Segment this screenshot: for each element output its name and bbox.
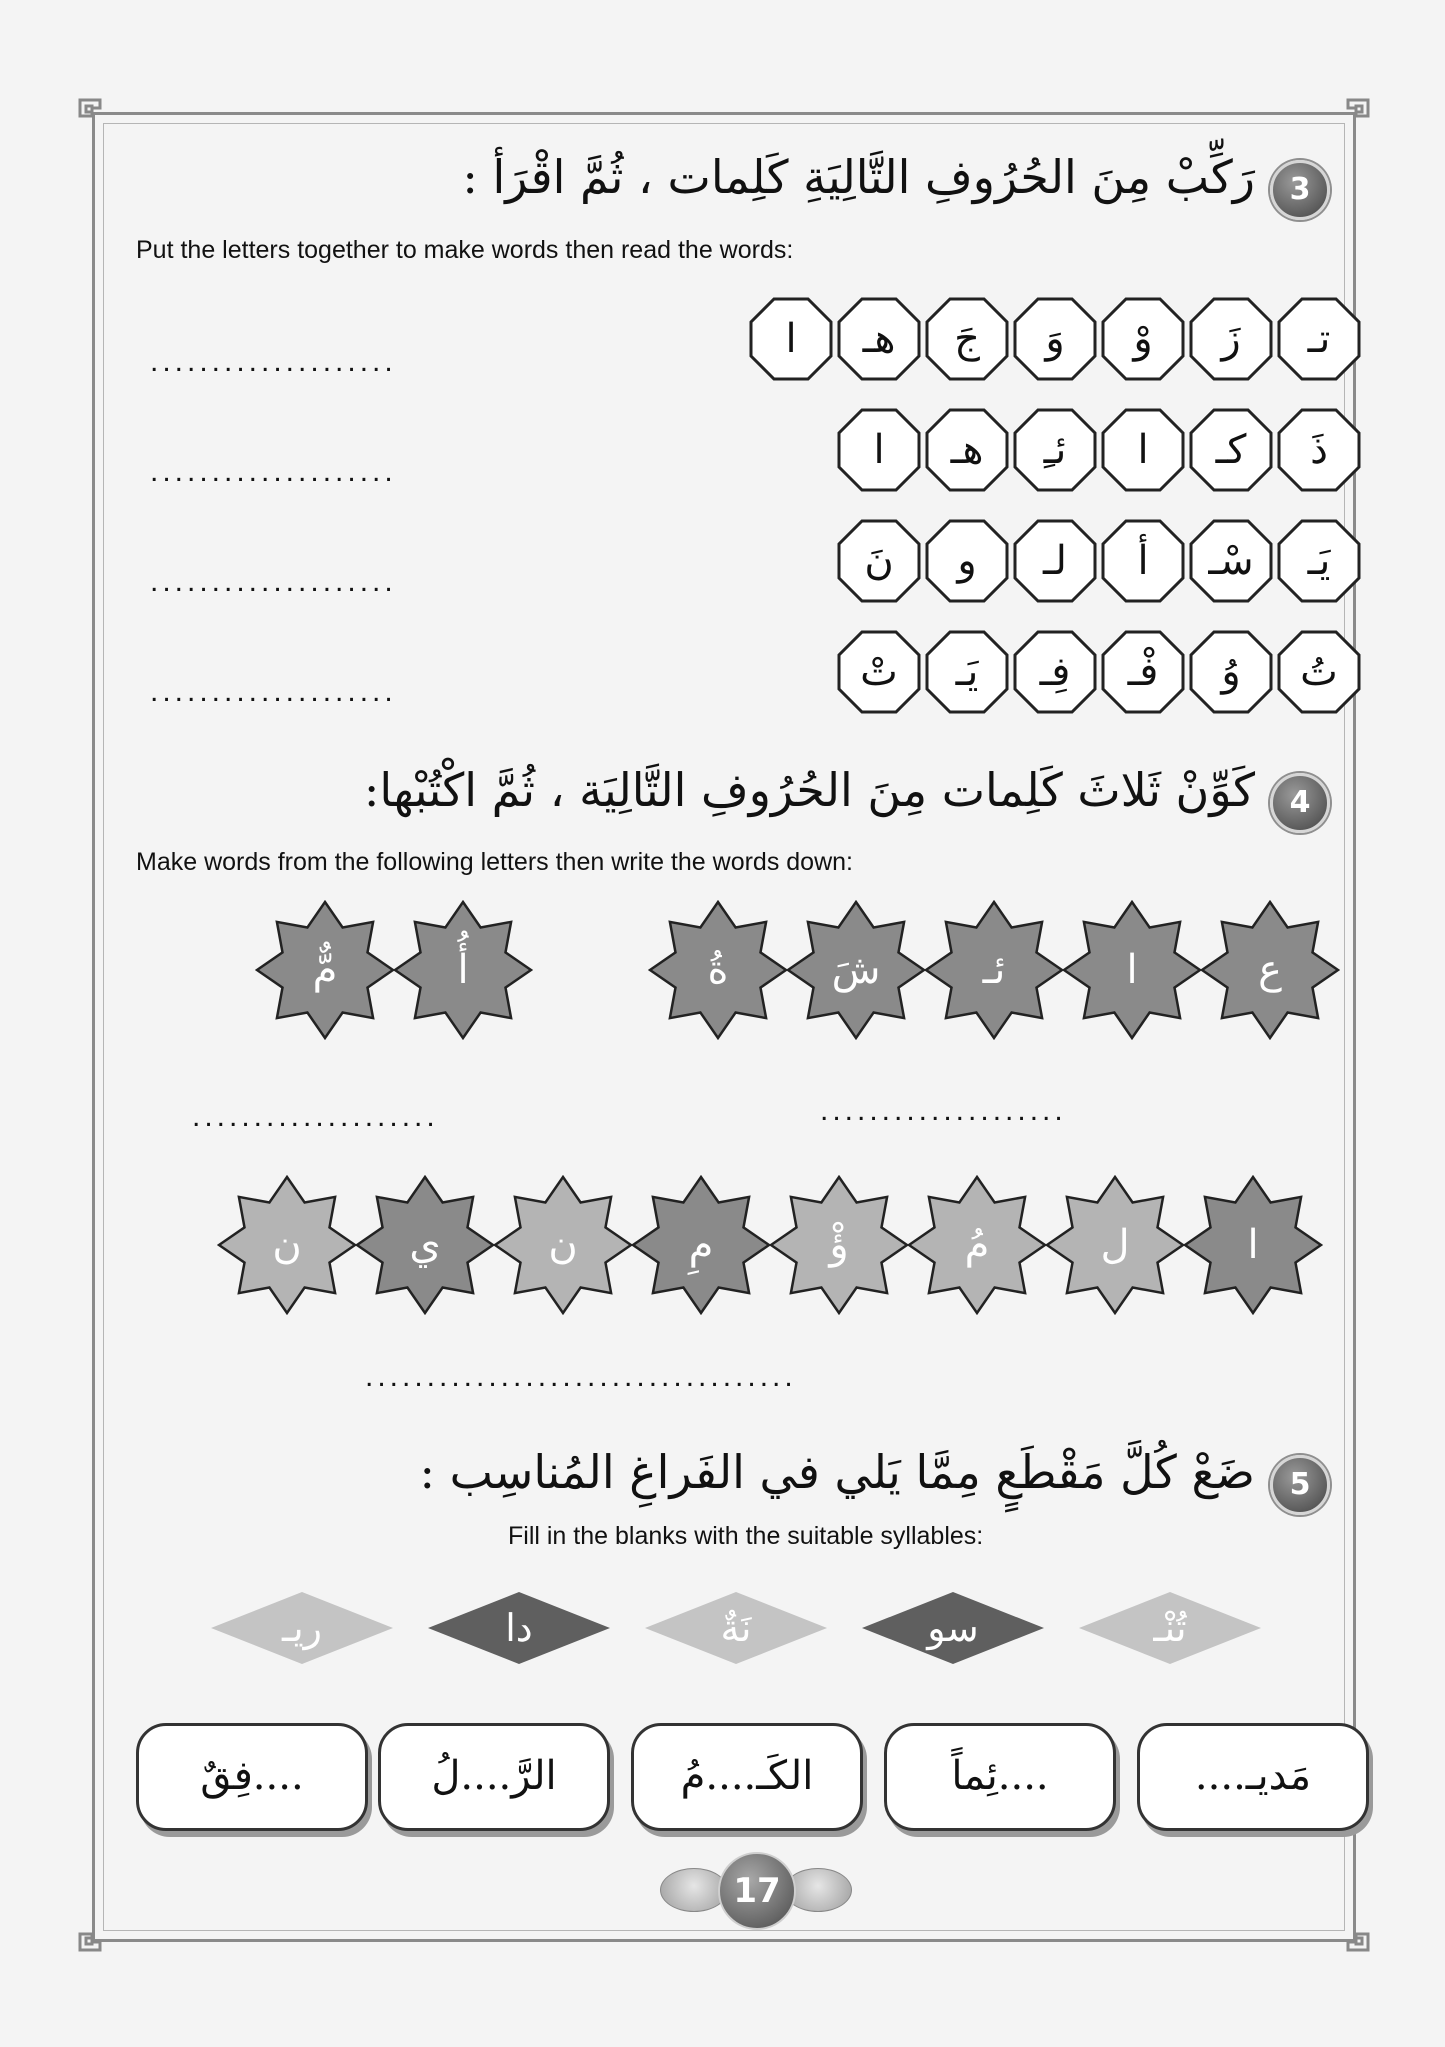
letter-tile: [1277, 408, 1361, 492]
star-letter-tile: [255, 900, 395, 1040]
letter-row: [837, 519, 1361, 603]
star-letter-tile: [907, 1175, 1047, 1315]
letter-tile-text: زَ: [1221, 316, 1241, 362]
letter-tile-text: هـ: [950, 427, 984, 473]
letter-tile-text: تُ: [1300, 649, 1338, 695]
letter-tile: [837, 630, 921, 714]
letter-tile: [1189, 297, 1273, 381]
letter-row: [749, 297, 1361, 381]
star-letter-tile: [769, 1175, 909, 1315]
star-letter-text: مُ: [964, 1222, 990, 1268]
letter-tile-text: تْ: [860, 649, 898, 695]
star-letter-text: مِ: [688, 1222, 714, 1268]
letter-tile-text: ا: [785, 316, 797, 362]
fill-blank-word[interactable]: الكَـ....مُ: [631, 1723, 863, 1831]
letter-tile-text: وُ: [1221, 649, 1241, 695]
letter-tile-text: ذَ: [1310, 427, 1328, 473]
corner-ornament-icon: [1332, 1914, 1372, 1954]
letter-row: [837, 630, 1361, 714]
letter-tile: [837, 408, 921, 492]
letter-tile: [1189, 408, 1273, 492]
letter-tile: [1013, 408, 1097, 492]
star-letter-tile: [631, 1175, 771, 1315]
letter-row: [837, 408, 1361, 492]
syllable-diamond[interactable]: [209, 1590, 395, 1666]
letter-tile-text: ا: [873, 427, 885, 473]
page-number-ornament: [660, 1852, 850, 1926]
letter-tile: [1013, 519, 1097, 603]
exercise-5-title: ضَعْ كُلَّ مَقْطَعٍ مِمَّا يَلي في الفَراغِ المُناسِب :: [419, 1445, 1255, 1499]
letter-tile-text: هـ: [862, 316, 896, 362]
syllable-diamond[interactable]: [643, 1590, 829, 1666]
letter-tile-text: سْـ: [1208, 538, 1254, 584]
star-letter-tile: [786, 900, 926, 1040]
letter-tile-text: وَ: [1045, 316, 1065, 362]
syllable-diamond[interactable]: [426, 1590, 612, 1666]
exercise-3-instruction: Put the letters together to make words then read the words:: [136, 236, 794, 264]
letter-tile-text: تـ: [1307, 316, 1331, 362]
star-letter-text: مٌّ: [312, 947, 338, 993]
star-letter-text: ئـ: [982, 947, 1006, 993]
fill-blank-word[interactable]: مَديـ....: [1137, 1723, 1369, 1831]
syllable-text: تُنْـ: [1153, 1606, 1187, 1650]
syllable-diamond[interactable]: [1077, 1590, 1263, 1666]
star-letter-text: ؤْ: [829, 1222, 849, 1268]
corner-ornament-icon: [76, 1914, 116, 1954]
corner-ornament-icon: [1332, 96, 1372, 136]
letter-tile: [1101, 297, 1185, 381]
syllable-text: سو: [927, 1606, 979, 1650]
exercise-5-number-badge: 5: [1270, 1455, 1330, 1515]
letter-tile: [837, 519, 921, 603]
letter-tile: [925, 408, 1009, 492]
letter-tile-text: و: [957, 538, 977, 584]
fill-blank-word[interactable]: ....ئِماً: [884, 1723, 1116, 1831]
star-letter-text: ي: [409, 1222, 441, 1268]
letter-tile-text: يَـ: [955, 649, 979, 695]
exercise-4-title: كَوِّنْ ثَلاثَ كَلِمات مِنَ الحُرُوفِ التَّالِيَة ، ثُمَّ اكْتُبْها:: [363, 763, 1255, 817]
letter-tile: [925, 297, 1009, 381]
exercise-3-title: رَكِّبْ مِنَ الحُرُوفِ التَّالِيَةِ كَلِمات ، ثُمَّ اقْرَأ :: [462, 150, 1255, 204]
fill-blank-word[interactable]: الرَّ....لُ: [378, 1723, 610, 1831]
letter-tile: [1101, 630, 1185, 714]
letter-tile: [925, 630, 1009, 714]
letter-tile: [1013, 297, 1097, 381]
answer-line[interactable]: ....................: [150, 345, 397, 378]
letter-tile: [925, 519, 1009, 603]
star-letter-tile: [1045, 1175, 1185, 1315]
star-letter-tile: [1200, 900, 1340, 1040]
letter-tile: [1277, 630, 1361, 714]
answer-line[interactable]: ...................................: [365, 1360, 797, 1393]
letter-tile: [1277, 297, 1361, 381]
letter-tile-text: ا: [1137, 427, 1149, 473]
letter-tile: [1189, 630, 1273, 714]
letter-tile-text: ئـِ: [1043, 427, 1067, 473]
star-letter-text: أُ: [457, 947, 469, 993]
letter-tile: [1101, 519, 1185, 603]
letter-tile: [749, 297, 833, 381]
syllable-text: نَةٌ: [720, 1606, 752, 1650]
star-letter-tile: [393, 900, 533, 1040]
answer-line[interactable]: ....................: [820, 1094, 1067, 1127]
letter-tile-text: وْ: [1133, 316, 1153, 362]
syllable-text: دا: [505, 1606, 533, 1650]
star-letter-text: ا: [1126, 947, 1138, 993]
answer-line[interactable]: ....................: [192, 1100, 439, 1133]
star-letter-text: ع: [1258, 947, 1282, 993]
letter-tile-text: كـ: [1215, 427, 1247, 473]
letter-tile: [1189, 519, 1273, 603]
letter-tile: [1101, 408, 1185, 492]
exercise-4-number-badge: 4: [1270, 773, 1330, 833]
star-letter-text: شَ: [831, 947, 881, 993]
star-letter-tile: [1183, 1175, 1323, 1315]
letter-tile-text: لـ: [1043, 538, 1067, 584]
exercise-3-number-badge: 3: [1270, 160, 1330, 220]
letter-tile: [1277, 519, 1361, 603]
letter-tile: [1013, 630, 1097, 714]
star-letter-tile: [493, 1175, 633, 1315]
letter-tile-text: جَ: [954, 316, 980, 362]
fill-blank-word[interactable]: ....فِقٌ: [136, 1723, 368, 1831]
star-letter-text: ن: [272, 1222, 302, 1268]
star-letter-text: ل: [1100, 1222, 1130, 1268]
answer-line[interactable]: ....................: [150, 455, 397, 488]
star-letter-tile: [355, 1175, 495, 1315]
star-letter-text: ن: [548, 1222, 578, 1268]
star-letter-tile: [648, 900, 788, 1040]
answer-line[interactable]: ....................: [150, 565, 397, 598]
star-letter-tile: [924, 900, 1064, 1040]
answer-line[interactable]: ....................: [150, 675, 397, 708]
letter-tile-text: نَ: [864, 538, 894, 584]
exercise-5-instruction: Fill in the blanks with the suitable syllables:: [508, 1522, 984, 1550]
letter-tile-text: فِـ: [1039, 649, 1071, 695]
letter-tile: [837, 297, 921, 381]
corner-ornament-icon: [76, 96, 116, 136]
syllable-text: ريـ: [281, 1606, 323, 1650]
letter-tile-text: فْـ: [1127, 649, 1159, 695]
letter-tile-text: يَـ: [1307, 538, 1331, 584]
star-letter-text: ةُ: [707, 947, 729, 993]
syllable-diamond[interactable]: [860, 1590, 1046, 1666]
letter-tile-text: أ: [1137, 538, 1149, 584]
star-letter-text: ا: [1247, 1222, 1259, 1268]
exercise-4-instruction: Make words from the following letters then write the words down:: [136, 848, 853, 876]
star-letter-tile: [1062, 900, 1202, 1040]
star-letter-tile: [217, 1175, 357, 1315]
page-number: 17: [718, 1852, 796, 1930]
